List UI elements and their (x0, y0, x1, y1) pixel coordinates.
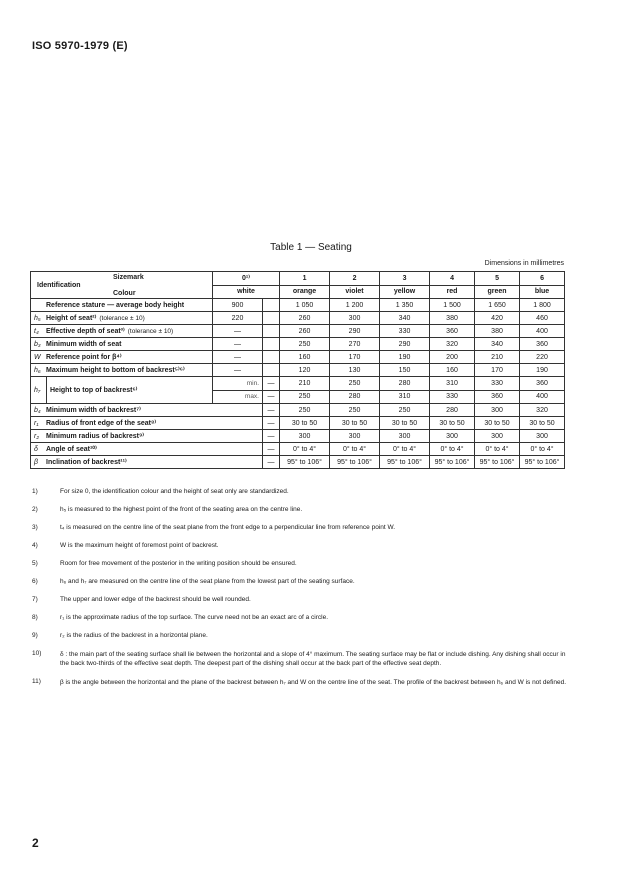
value-cell: 1 800 (520, 299, 565, 312)
footnote-number: 1) (32, 488, 38, 495)
value-cell: 380 (475, 325, 520, 338)
colour-cell: violet (330, 285, 380, 299)
row-label-cell (31, 417, 263, 430)
value-cell: 95° to 106° (330, 456, 380, 469)
table-title: Table 1 — Seating (270, 242, 352, 253)
table-row (31, 417, 565, 430)
row-label: Inclination of backrest¹¹⁾ (46, 459, 127, 466)
row-label: Effective depth of seat³⁾ (46, 328, 125, 335)
value-cell: 300 (380, 430, 430, 443)
sizemark-cell: 3 (380, 272, 430, 286)
colour-cell: blue (520, 285, 565, 299)
page-number: 2 (32, 836, 39, 850)
footnote-text: Room for free movement of the posterior in the writing position should be ensured. (60, 560, 297, 567)
value-cell: 360 (475, 390, 520, 404)
footnote-number: 10) (32, 650, 42, 657)
value-cell: 300 (475, 430, 520, 443)
footnote (32, 506, 572, 514)
row-label-cell (31, 299, 213, 312)
separator-cell (263, 351, 280, 364)
sizemark-cell: 4 (430, 272, 475, 286)
value-cell: 1 200 (330, 299, 380, 312)
value-cell: 0° to 4° (475, 443, 520, 456)
table-row (31, 430, 565, 443)
row-label: Minimum radius of backrest⁹⁾ (46, 433, 145, 440)
table-row (31, 338, 565, 351)
value-cell: 210 (475, 351, 520, 364)
colour-cell: green (475, 285, 520, 299)
value-cell: 300 (430, 430, 475, 443)
separator-cell (263, 325, 280, 338)
table-row (31, 351, 565, 364)
value-cell: — (263, 430, 280, 443)
row-symbol: δ (34, 446, 38, 453)
value-cell: 95° to 106° (520, 456, 565, 469)
row-label-cell (31, 351, 213, 364)
row-label: Reference point for β⁴⁾ (46, 354, 122, 361)
row-symbol: b₄ (34, 407, 41, 414)
value-cell: 1 650 (475, 299, 520, 312)
document-id: ISO 5970-1979 (E) (32, 40, 128, 52)
value-cell: 120 (280, 364, 330, 377)
value-cell: 150 (380, 364, 430, 377)
footnote-text: r₂ is the radius of the backrest in a horizontal plane. (60, 632, 208, 639)
value-cell: 30 to 50 (520, 417, 565, 430)
footnote (32, 578, 572, 586)
value-cell: 250 (380, 404, 430, 417)
value-cell: 280 (380, 377, 430, 391)
value-cell: — (213, 364, 263, 377)
row-label-cell (31, 325, 213, 338)
footnote-number: 6) (32, 578, 38, 585)
row-label: Angle of seat¹⁰⁾ (46, 446, 97, 453)
value-cell: 280 (330, 390, 380, 404)
sizemark-label: Sizemark (113, 274, 144, 281)
value-cell: 320 (520, 404, 565, 417)
value-cell: 300 (330, 312, 380, 325)
value-cell: 900 (213, 299, 263, 312)
footnote (32, 524, 572, 532)
value-cell: 95° to 106° (380, 456, 430, 469)
value-cell: 290 (330, 325, 380, 338)
value-cell: 360 (520, 377, 565, 391)
row-symbol: β (34, 459, 38, 466)
footnote-text: δ : the main part of the seating surface shall lie between the horizontal and a slope of 4° maximum. The seating surface may be flat or include dishing. Any dishing shall occur in the back two-thirds of the effective seat depth. The deepest part of the dishing shall occur at the back part of the effective seat depth. (60, 651, 566, 667)
colour-cell: yellow (380, 285, 430, 299)
row-label: Radius of front edge of the seat⁸⁾ (46, 420, 157, 427)
value-cell: 1 350 (380, 299, 430, 312)
value-cell: 30 to 50 (430, 417, 475, 430)
value-cell: 400 (520, 390, 565, 404)
min-label: min. (213, 377, 263, 391)
table-row (31, 456, 565, 469)
value-cell: 300 (330, 430, 380, 443)
footnotes (32, 488, 572, 697)
row-label: Maximum height to bottom of backrest⁵⁾⁶⁾ (46, 367, 185, 374)
row-label: Minimum width of backrest⁷⁾ (46, 407, 141, 414)
value-cell: 280 (430, 404, 475, 417)
table-row (31, 325, 565, 338)
row-label-cell (31, 404, 263, 417)
value-cell: 190 (380, 351, 430, 364)
footnote (32, 542, 572, 550)
value-cell: 210 (280, 377, 330, 391)
value-cell: 420 (475, 312, 520, 325)
footnote-number: 2) (32, 506, 38, 513)
footnote-number: 9) (32, 632, 38, 639)
value-cell: — (263, 417, 280, 430)
value-cell: 300 (280, 430, 330, 443)
row-label: Minimum width of seat (46, 340, 122, 348)
value-cell: 170 (475, 364, 520, 377)
value-cell: 310 (430, 377, 475, 391)
value-cell: — (263, 443, 280, 456)
footnote-number: 3) (32, 524, 38, 531)
value-cell: 360 (430, 325, 475, 338)
value-cell: — (213, 351, 263, 364)
value-cell: 95° to 106° (430, 456, 475, 469)
value-cell: — (213, 325, 263, 338)
value-cell: 250 (330, 404, 380, 417)
value-cell: 0° to 4° (280, 443, 330, 456)
value-cell: 250 (330, 377, 380, 391)
value-cell: 340 (475, 338, 520, 351)
value-cell: 1 050 (280, 299, 330, 312)
value-cell: 30 to 50 (280, 417, 330, 430)
row-note: (tolerance ± 10) (99, 315, 145, 322)
footnote-number: 4) (32, 542, 38, 549)
colour-cell: red (430, 285, 475, 299)
table-row (31, 377, 565, 391)
colour-label: Colour (113, 290, 136, 297)
separator-cell (263, 299, 280, 312)
footnote-text: W is the maximum height of foremost point of backrest. (60, 542, 219, 549)
value-cell: 160 (280, 351, 330, 364)
footnote (32, 632, 572, 640)
separator-cell (263, 338, 280, 351)
row-label-cell (31, 443, 263, 456)
value-cell: 320 (430, 338, 475, 351)
table-row (31, 299, 565, 312)
row-symbol: r₂ (34, 433, 40, 440)
row-symbol: r₁ (34, 420, 39, 427)
identification-label: Identification (37, 282, 81, 289)
value-cell: 1 500 (430, 299, 475, 312)
value-cell: 30 to 50 (380, 417, 430, 430)
footnote (32, 560, 572, 568)
row-symbol: h₆ (34, 367, 41, 374)
value-cell: 260 (280, 312, 330, 325)
value-cell: 310 (380, 390, 430, 404)
row-label-cell (31, 364, 213, 377)
value-cell: 270 (330, 338, 380, 351)
footnote-text: r₁ is the approximate radius of the top surface. The curve need not be an exact arc of a circle. (60, 614, 328, 621)
value-cell: 330 (430, 390, 475, 404)
value-cell: 250 (280, 338, 330, 351)
value-cell: 340 (380, 312, 430, 325)
value-cell: 190 (520, 364, 565, 377)
value-cell: 250 (280, 404, 330, 417)
dimensions-note: Dimensions in millimetres (484, 260, 564, 267)
row-label-cell (31, 312, 213, 325)
value-cell: 300 (520, 430, 565, 443)
value-cell: — (213, 338, 263, 351)
value-cell: 380 (430, 312, 475, 325)
colour-cell: white (213, 285, 280, 299)
footnote-text: t₄ is measured on the centre line of the seat plane from the front edge to a perpendicular line from reference point W. (60, 524, 396, 531)
value-cell: 160 (430, 364, 475, 377)
footnote-text: h₅ is measured to the highest point of the front of the seating area on the centre line. (60, 506, 303, 513)
row-label-cell (47, 377, 213, 404)
footnote (32, 488, 572, 496)
row-symbol: h₅ (34, 315, 41, 322)
value-cell: 400 (520, 325, 565, 338)
footnote-number: 8) (32, 614, 38, 621)
value-cell: 30 to 50 (330, 417, 380, 430)
value-cell: 0° to 4° (520, 443, 565, 456)
sizemark-cell: 5 (475, 272, 520, 286)
value-cell: — (263, 456, 280, 469)
table-row (31, 404, 565, 417)
value-cell: 0° to 4° (380, 443, 430, 456)
identification-cell (31, 272, 213, 299)
sizemark-cell: 2 (330, 272, 380, 286)
seating-table (30, 271, 565, 469)
value-cell: 330 (475, 377, 520, 391)
row-label: Height to top of backrest⁶⁾ (50, 387, 138, 394)
separator-cell (263, 312, 280, 325)
sizemark-cell: 1 (280, 272, 330, 286)
value-cell: 300 (475, 404, 520, 417)
value-cell: 290 (380, 338, 430, 351)
row-label-cell (31, 338, 213, 351)
value-cell: 220 (213, 312, 263, 325)
value-cell: 95° to 106° (280, 456, 330, 469)
footnote-text: The upper and lower edge of the backrest should be well rounded. (60, 596, 251, 603)
footnote (32, 650, 572, 668)
seating-table-body (31, 272, 565, 469)
sizemark-cell: 6 (520, 272, 565, 286)
table-row (31, 443, 565, 456)
footnote-text: β is the angle between the horizontal and the plane of the backrest between h₇ and W on the centre line of the seat. The profile of the backrest between h₆ and W is not defined. (60, 679, 567, 686)
max-label: max. (213, 390, 263, 404)
value-cell: 30 to 50 (475, 417, 520, 430)
sizemark-row (31, 272, 565, 286)
value-cell: — (263, 390, 280, 404)
value-cell: 95° to 106° (475, 456, 520, 469)
value-cell: 0° to 4° (330, 443, 380, 456)
row-symbol: W (34, 354, 41, 361)
table-row (31, 312, 565, 325)
row-note: (tolerance ± 10) (127, 328, 174, 335)
row-label: Height of seat²⁾ (46, 315, 97, 322)
row-symbol: b₃ (34, 340, 41, 348)
footnote (32, 678, 572, 687)
value-cell: — (263, 377, 280, 391)
colour-cell: orange (280, 285, 330, 299)
footnote-number: 5) (32, 560, 38, 567)
row-label-cell (31, 456, 263, 469)
value-cell: 460 (520, 312, 565, 325)
value-cell: 130 (330, 364, 380, 377)
footnote-number: 11) (32, 678, 41, 685)
value-cell: 360 (520, 338, 565, 351)
value-cell: 0° to 4° (430, 443, 475, 456)
row-symbol: t₄ (34, 328, 39, 335)
value-cell: 250 (280, 390, 330, 404)
sizemark-cell: 0¹⁾ (213, 272, 280, 286)
value-cell: 260 (280, 325, 330, 338)
value-cell: 170 (330, 351, 380, 364)
footnote-text: h₆ and h₇ are measured on the centre line of the seat plane from the lowest part of the seating surface. (60, 578, 355, 585)
value-cell: — (263, 404, 280, 417)
value-cell: 220 (520, 351, 565, 364)
table-row (31, 364, 565, 377)
row-label: Reference stature — average body height (46, 301, 185, 309)
footnote-text: For size 0, the identification colour and the height of seat only are standardized. (60, 488, 289, 495)
footnote-number: 7) (32, 596, 38, 603)
footnote (32, 614, 572, 622)
value-cell: 200 (430, 351, 475, 364)
value-cell: 330 (380, 325, 430, 338)
row-label-cell (31, 430, 263, 443)
separator-cell (263, 364, 280, 377)
row-symbol: h₇ (31, 377, 47, 404)
footnote (32, 596, 572, 604)
